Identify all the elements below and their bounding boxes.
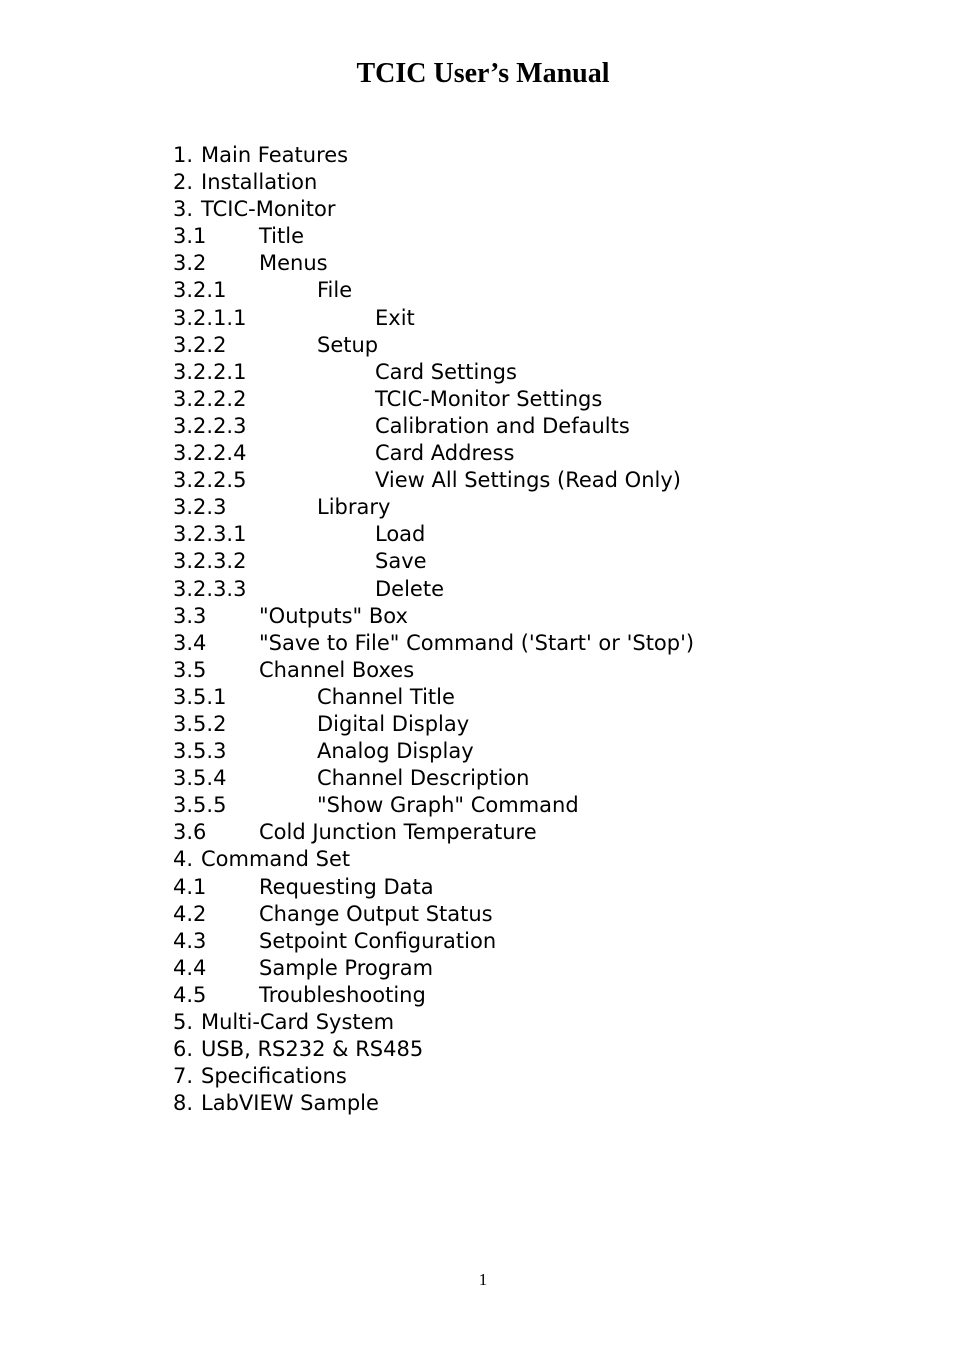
toc-entry [173, 603, 893, 630]
toc-entry-title: Exit [375, 305, 415, 330]
toc-entry [173, 250, 893, 277]
toc-entry-title: "Show Graph" Command [317, 793, 579, 818]
toc-entry-title: View All Settings (Read Only) [375, 468, 681, 493]
toc-entry [173, 982, 893, 1009]
toc-entry-title: Load [375, 522, 426, 547]
toc-entry-title: LabVIEW Sample [201, 1091, 379, 1116]
toc-entry-number: 3.2.2.3 [173, 413, 247, 438]
toc-entry-title: "Outputs" Box [259, 603, 408, 628]
toc-entry-title: Sample Program [259, 955, 434, 980]
toc-entry-title: TCIC-Monitor [201, 197, 336, 222]
toc-entry [173, 467, 893, 494]
toc-entry [173, 196, 893, 223]
toc-entry-number: 3.5.1 [173, 684, 227, 709]
toc-entry-number: 5. [173, 1010, 194, 1034]
toc-entry [173, 1063, 893, 1090]
toc-entry [173, 413, 893, 440]
toc-entry-number: 2. [173, 170, 194, 195]
toc-entry [173, 169, 893, 196]
toc-entry [173, 305, 893, 332]
toc-entry-title: Save [375, 549, 427, 574]
toc-entry-number: 3.2.3.1 [173, 522, 247, 547]
toc-entry [173, 1009, 893, 1036]
toc-entry-title: Menus [259, 251, 328, 276]
toc-entry-number: 3.2 [173, 251, 207, 276]
toc-entry [173, 440, 893, 467]
toc-entry-title: Channel Description [317, 766, 530, 791]
toc-entry-number: 3.2.2 [173, 332, 227, 357]
toc-entry-number: 3.5.2 [173, 711, 227, 736]
toc-entry [173, 142, 893, 169]
toc-entry-title: USB, RS232 & RS485 [201, 1037, 424, 1062]
toc-entry-title: File [317, 278, 353, 303]
toc-entry [173, 738, 893, 765]
toc-entry [173, 792, 893, 819]
toc-entry-title: Setup [317, 332, 379, 357]
toc-entry [173, 901, 893, 928]
toc-entry-title: Analog Display [317, 739, 474, 764]
toc-entry [173, 548, 893, 575]
toc-entry-title: Library [317, 495, 391, 520]
toc-entry-number: 3.2.3.3 [173, 576, 247, 601]
toc-entry-number: 1. [173, 143, 194, 167]
toc-entry-title: Command Set [201, 847, 351, 872]
toc-entry [173, 630, 893, 657]
toc-entry [173, 1090, 893, 1117]
toc-entry-title: Channel Boxes [259, 657, 415, 682]
toc-entry-number: 4.5 [173, 982, 207, 1007]
toc-entry [173, 765, 893, 792]
toc-entry-number: 4. [173, 847, 194, 872]
toc-entry [173, 386, 893, 413]
toc-entry-number: 3.4 [173, 630, 207, 655]
toc-entry [173, 359, 893, 386]
toc-entry [173, 819, 893, 846]
toc-entry-number: 4.1 [173, 874, 207, 899]
toc-entry [173, 874, 893, 901]
toc-entry-title: Channel Title [317, 684, 455, 709]
toc-entry [173, 1036, 893, 1063]
toc-entry-number: 3.6 [173, 820, 207, 845]
toc-entry-number: 3.5 [173, 657, 207, 682]
toc-entry-title: Digital Display [317, 711, 470, 736]
toc-entry-title: Specifications [201, 1064, 347, 1089]
toc-entry-number: 8. [173, 1091, 194, 1116]
toc-entry-number: 3.2.2.4 [173, 441, 247, 466]
toc-entry-title: "Save to File" Command ('Start' or 'Stop') [259, 630, 695, 655]
toc-entry [173, 576, 893, 603]
toc-entry [173, 494, 893, 521]
toc-entry-title: TCIC-Monitor Settings [375, 386, 603, 411]
toc-entry-number: 3.5.4 [173, 766, 227, 791]
toc-entry-title: Card Address [375, 441, 515, 466]
toc-entry-title: Cold Junction Temperature [259, 820, 537, 845]
toc-entry-number: 4.4 [173, 955, 207, 980]
toc-entry-number: 3.5.5 [173, 793, 227, 818]
toc-entry-title: Installation [201, 170, 318, 195]
toc-entry [173, 223, 893, 250]
toc-entry-number: 3.3 [173, 603, 207, 628]
toc-entry-number: 3.2.3.2 [173, 549, 247, 574]
toc-entry-number: 6. [173, 1037, 194, 1062]
page-number: 1 [478, 1270, 488, 1289]
toc-entry-number: 3.5.3 [173, 739, 227, 764]
toc-entry-number: 3.2.2.1 [173, 359, 247, 384]
toc-entry-number: 3.2.2.5 [173, 468, 247, 493]
toc-entry-title: Title [259, 224, 305, 249]
toc-entry-title: Setpoint Configuration [259, 928, 497, 953]
toc-entry-number: 7. [173, 1064, 194, 1089]
page-title: TCIC User’s Manual [356, 58, 610, 89]
toc-entry-title: Requesting Data [259, 874, 434, 899]
toc-entry [173, 711, 893, 738]
toc-entry [173, 955, 893, 982]
toc-entry-number: 3.2.1 [173, 278, 227, 303]
toc-entry [173, 846, 893, 873]
toc-entry-number: 3.1 [173, 224, 207, 249]
toc-entry-number: 3.2.2.2 [173, 386, 247, 411]
toc-entry-title: Delete [375, 576, 444, 601]
toc-entry [173, 277, 893, 304]
toc-entry-number: 3. [173, 197, 194, 222]
toc-entry [173, 332, 893, 359]
toc-entry-number: 3.2.3 [173, 495, 227, 520]
toc-entry-number: 4.2 [173, 901, 207, 926]
toc-entry-number: 4.3 [173, 928, 207, 953]
toc-entry-number: 3.2.1.1 [173, 305, 247, 330]
toc-entry [173, 684, 893, 711]
toc-entry-title: Change Output Status [259, 901, 493, 926]
toc-entry [173, 657, 893, 684]
toc-entry-title: Calibration and Defaults [375, 413, 630, 438]
toc-entry-title: Card Settings [375, 359, 517, 384]
toc-entry-title: Troubleshooting [259, 982, 426, 1007]
toc-entry [173, 928, 893, 955]
toc-entry-title: Main Features [201, 143, 349, 167]
table-of-contents [173, 142, 893, 1117]
toc-entry [173, 521, 893, 548]
toc-entry-title: Multi-Card System [201, 1010, 395, 1034]
